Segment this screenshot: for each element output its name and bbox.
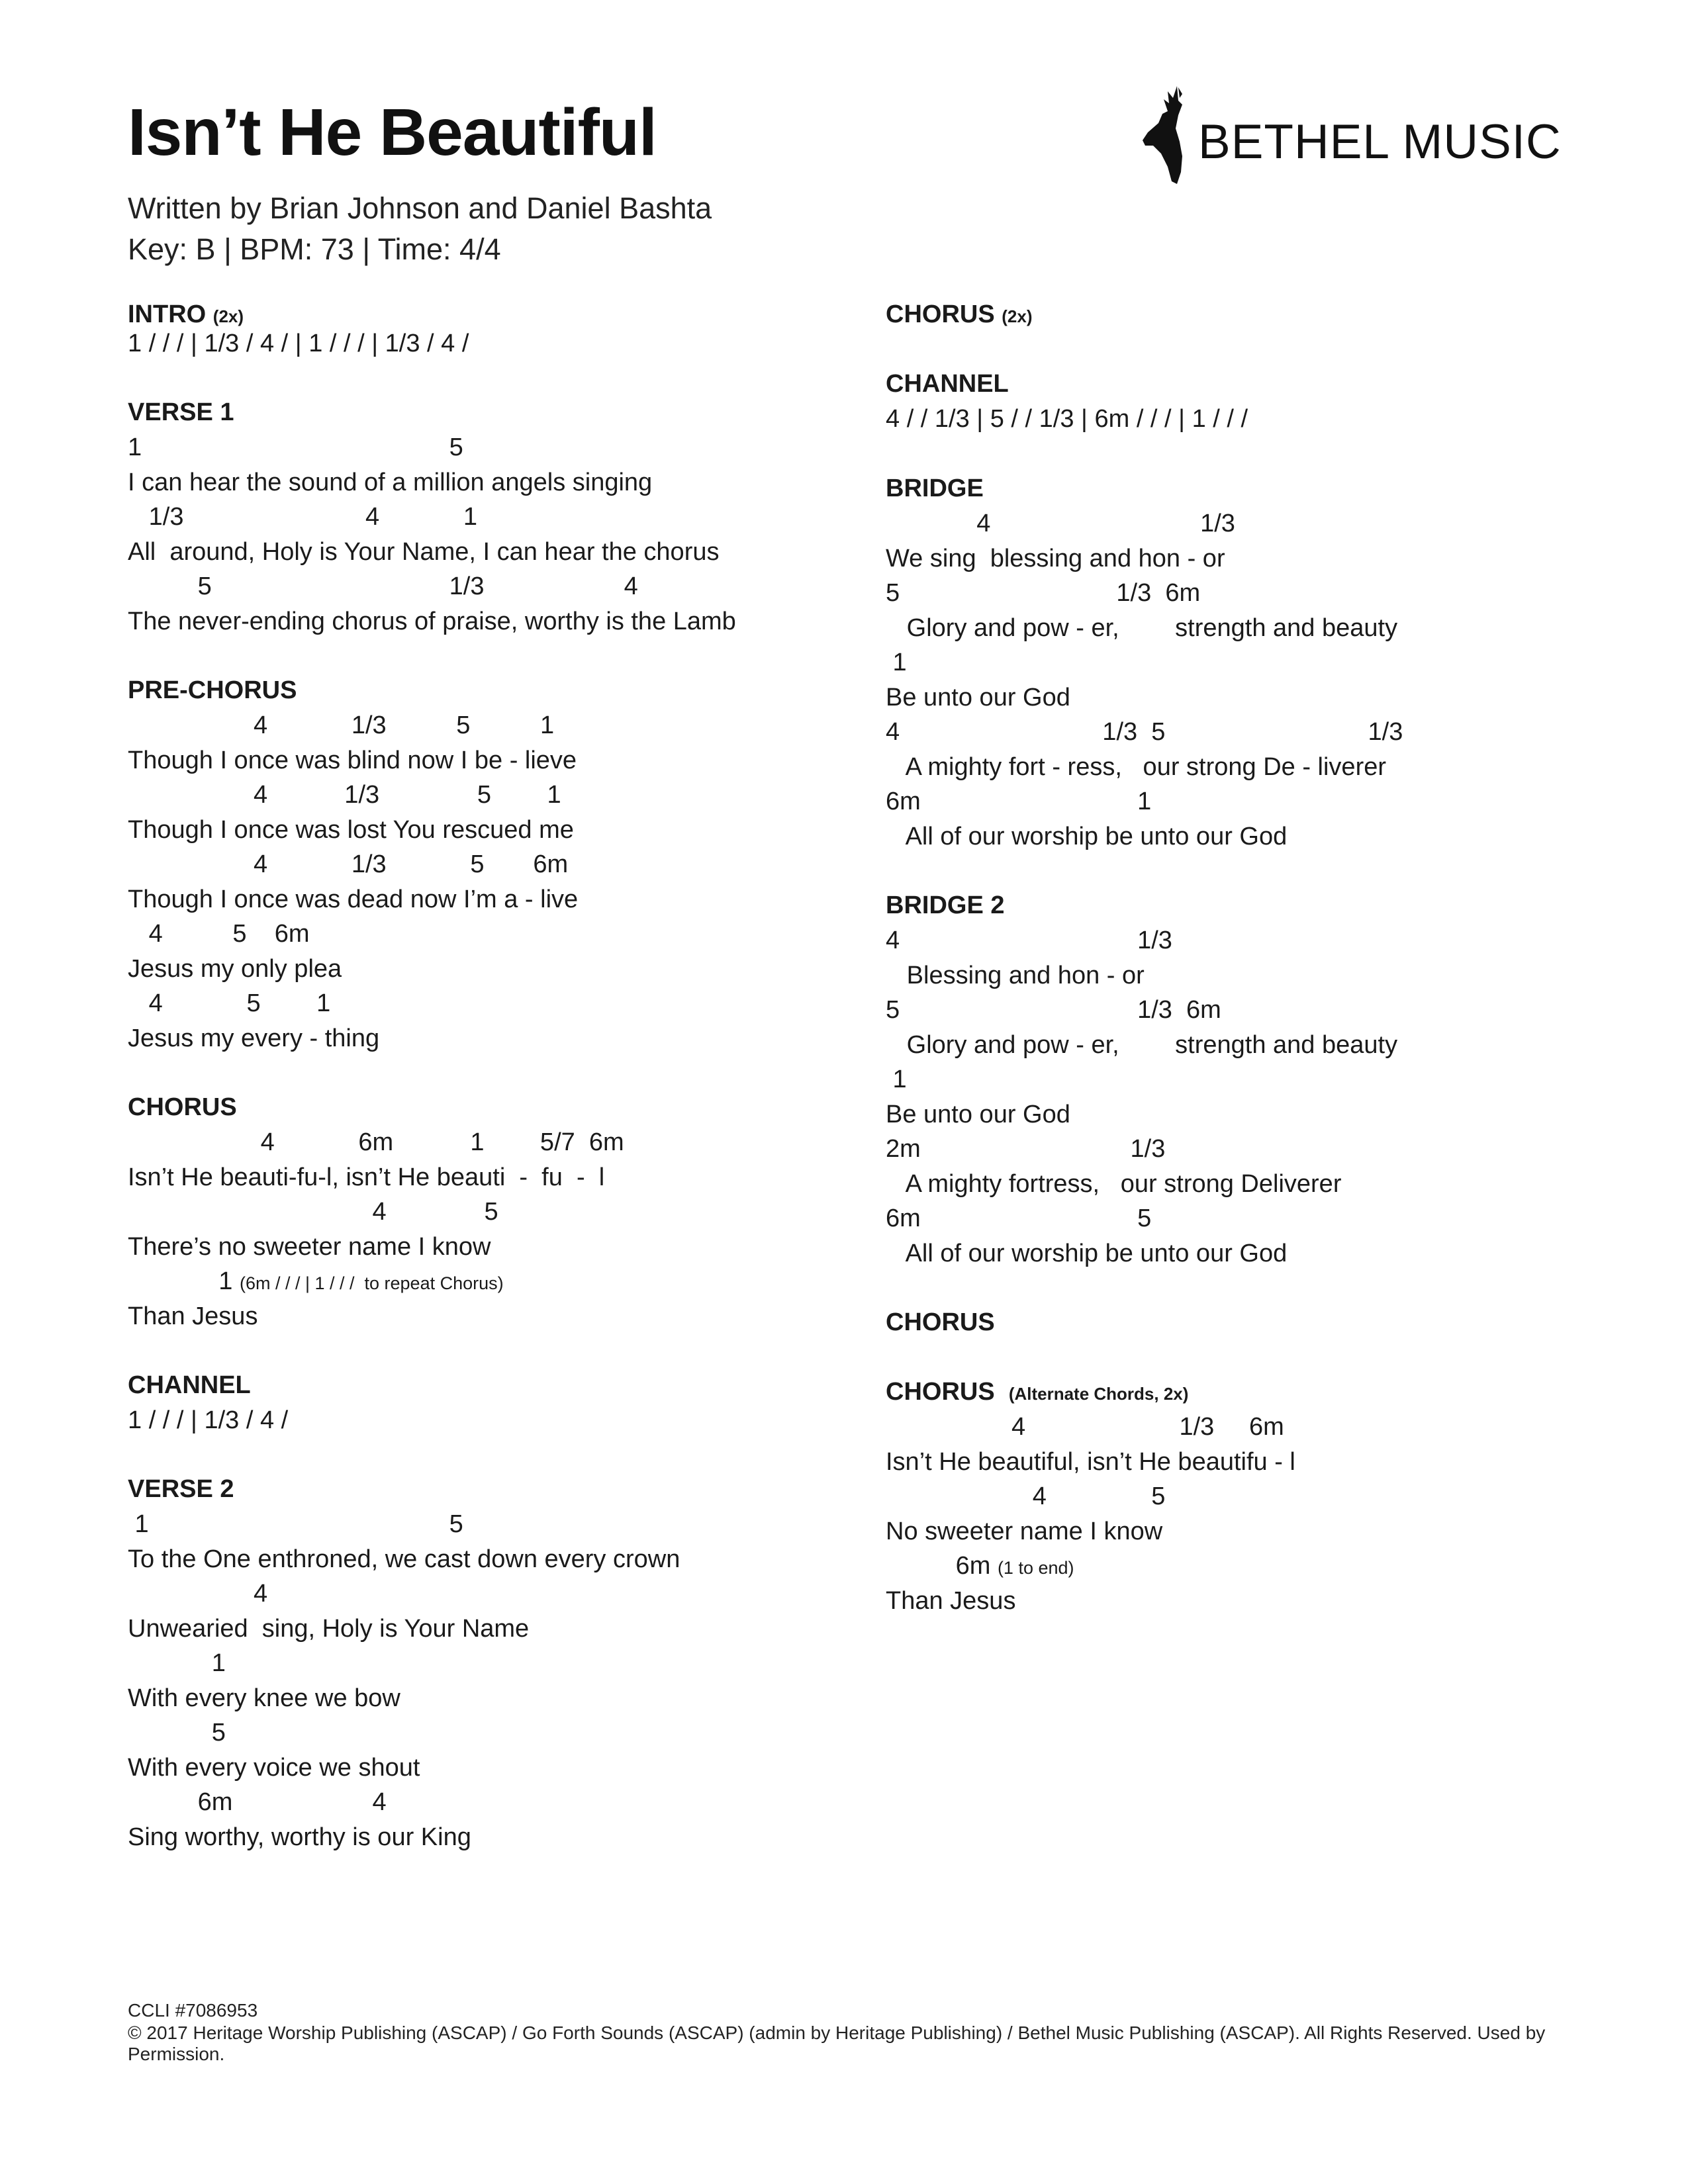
chord-line: 1 5 <box>128 433 463 461</box>
lyric-line: Than Jesus <box>886 1587 1016 1615</box>
chord-progression: 1 / / / | 1/3 / 4 / | 1 / / / | 1/3 / 4 / <box>128 330 469 357</box>
section-heading-chorus-2x: CHORUS (2x) <box>886 300 1033 328</box>
repeat-note: (6m / / / | 1 / / / to repeat Chorus) <box>239 1273 504 1293</box>
section-heading-verse-2: VERSE 2 <box>128 1475 234 1503</box>
chord-line: 5 1/3 4 <box>128 572 638 600</box>
section-heading-channel: CHANNEL <box>128 1371 251 1399</box>
song-credits: Written by Brian Johnson and Daniel Bashta <box>128 191 712 225</box>
chord-line: 1/3 4 1 <box>128 503 477 531</box>
chord-line: 1 <box>128 1649 226 1677</box>
chord-line: 6m 1 <box>886 788 1152 815</box>
lyric-line: Isn’t He beautiful, isn’t He beautifu - l <box>886 1448 1295 1476</box>
section-heading-verse-1: VERSE 1 <box>128 398 234 426</box>
chord-line: 1 (6m / / / | 1 / / / to repeat Chorus) <box>128 1267 504 1295</box>
end-note: (1 to end) <box>997 1558 1074 1578</box>
section-heading-bridge-2: BRIDGE 2 <box>886 891 1005 919</box>
lyric-line: There’s no sweeter name I know <box>128 1233 491 1261</box>
song-meta: Key: B | BPM: 73 | Time: 4/4 <box>128 232 501 266</box>
lyric-line: A mighty fort - ress, our strong De - liverer <box>886 753 1387 781</box>
lyric-line: We sing blessing and hon - or <box>886 545 1225 572</box>
lyric-line: Glory and pow - er, strength and beauty <box>886 1031 1398 1059</box>
lyric-line: Though I once was dead now I’m a - live <box>128 886 579 913</box>
lyric-line: Be unto our God <box>886 1101 1070 1128</box>
chord-line: 4 1/3 <box>886 927 1172 954</box>
section-heading-chorus: CHORUS <box>886 1308 995 1336</box>
chord-line: 4 5 6m <box>128 920 310 948</box>
chord-line: 4 5 1 <box>128 989 331 1017</box>
section-heading-pre-chorus: PRE-CHORUS <box>128 676 297 704</box>
chord-line: 4 5 <box>128 1198 498 1226</box>
lyric-line: I can hear the sound of a million angels singing <box>128 469 653 496</box>
chord-line: 1 5 <box>128 1510 463 1538</box>
song-title: Isn’t He Beautiful <box>128 95 657 169</box>
section-heading-intro: INTRO (2x) <box>128 300 244 328</box>
chord-line: 4 5 <box>886 1482 1166 1510</box>
lyric-line: To the One enthroned, we cast down every crown <box>128 1545 680 1573</box>
chord-progression: 1 / / / | 1/3 / 4 / <box>128 1406 289 1434</box>
chord-line: 4 1/3 5 1/3 <box>886 718 1403 746</box>
chord-line: 4 1/3 <box>886 510 1235 537</box>
lyric-line: A mighty fortress, our strong Deliverer <box>886 1170 1342 1198</box>
ccli-number: CCLI #7086953 <box>128 2000 258 2021</box>
chord-line: 1 <box>886 1066 907 1093</box>
lyric-line: Though I once was lost You rescued me <box>128 816 574 844</box>
lyric-line: With every knee we bow <box>128 1684 400 1712</box>
lyric-line: With every voice we shout <box>128 1754 420 1782</box>
chord-line: 4 1/3 5 1 <box>128 781 561 809</box>
chord-line: 5 1/3 6m <box>886 579 1201 607</box>
section-heading-channel: CHANNEL <box>886 370 1009 398</box>
lyric-line: Glory and pow - er, strength and beauty <box>886 614 1398 642</box>
chord-progression: 4 / / 1/3 | 5 / / 1/3 | 6m / / / | 1 / / / <box>886 405 1248 433</box>
chord-line: 4 1/3 5 1 <box>128 711 555 739</box>
chord-line: 1 <box>886 649 907 676</box>
copyright-notice: © 2017 Heritage Worship Publishing (ASCAP) / Go Forth Sounds (ASCAP) (admin by Heritage Publishing) / Bethel Music Publishing (ASCAP). All Rights Reserved. Used by Permission. <box>128 2023 1546 2065</box>
lyric-line: No sweeter name I know <box>886 1518 1163 1545</box>
lyric-line: Unwearied sing, Holy is Your Name <box>128 1615 530 1643</box>
lyric-line: Sing worthy, worthy is our King <box>128 1823 471 1851</box>
lyric-line: Isn’t He beauti-fu-l, isn’t He beauti - fu - l <box>128 1163 605 1191</box>
lyric-line: All of our worship be unto our God <box>886 823 1288 850</box>
lyric-line: Jesus my every - thing <box>128 1024 380 1052</box>
lyric-line: Blessing and hon - or <box>886 962 1145 989</box>
section-heading-chorus: CHORUS <box>128 1093 237 1121</box>
section-heading-bridge: BRIDGE <box>886 475 984 502</box>
section-heading-chorus-alternate: CHORUS (Alternate Chords, 2x) <box>886 1378 1189 1406</box>
lyric-line: Jesus my only plea <box>128 955 342 983</box>
chord-line: 4 6m 1 5/7 6m <box>128 1128 624 1156</box>
deer-head-icon <box>1139 85 1192 184</box>
chord-line: 6m (1 to end) <box>886 1552 1074 1580</box>
logo-wordmark: BETHEL MUSIC <box>1198 115 1562 169</box>
lyric-line: The never-ending chorus of praise, worthy is the Lamb <box>128 608 736 635</box>
lyric-line: Be unto our God <box>886 684 1070 711</box>
chord-line: 5 <box>128 1719 226 1747</box>
chord-line: 5 1/3 6m <box>886 996 1221 1024</box>
chord-line: 2m 1/3 <box>886 1135 1166 1163</box>
chord-line: 4 1/3 5 6m <box>128 850 569 878</box>
lyric-line: Though I once was blind now I be - lieve <box>128 747 577 774</box>
lyric-line: Than Jesus <box>128 1302 258 1330</box>
chord-line: 4 1/3 6m <box>886 1413 1284 1441</box>
chord-line: 6m 5 <box>886 1205 1152 1232</box>
lyric-line: All of our worship be unto our God <box>886 1240 1288 1267</box>
chord-line: 6m 4 <box>128 1788 387 1816</box>
lyric-line: All around, Holy is Your Name, I can hear the chorus <box>128 538 720 566</box>
chord-line: 4 <box>128 1580 268 1608</box>
